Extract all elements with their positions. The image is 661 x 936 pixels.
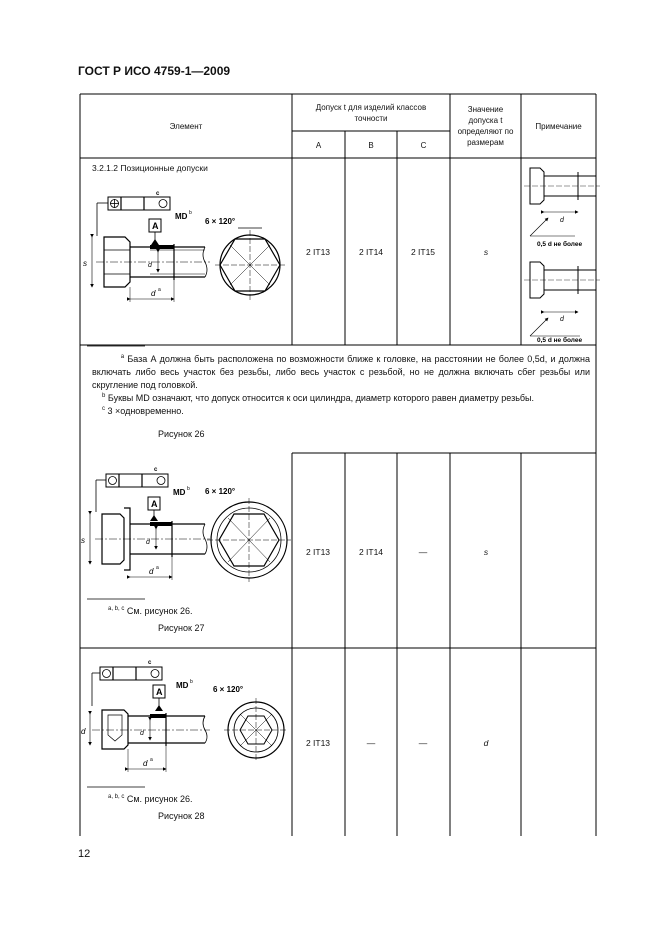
footnote-a: $^a$ База А должна быть расположена по возможности ближе к головке, на расстоянии не более 0,5d, и должна включать либо весь участок без резьбы, либо весь участок с резьбой, но не должна включать сбег резьбы или скругление под головкой. — [92, 354, 590, 390]
md-label: MD — [175, 212, 188, 221]
label-s: s — [83, 259, 87, 268]
header-value-line: размерам — [467, 138, 504, 147]
label-sup-a: a — [158, 287, 161, 293]
figure-27-bolt-drawing — [90, 474, 210, 580]
see-figure-26: $^{a, b, c}$ См. рисунок 26. — [108, 606, 193, 616]
angle-label: 6 × 120° — [213, 685, 244, 694]
label-d: d — [560, 217, 564, 224]
label-s: s — [81, 536, 85, 545]
label-d: d — [140, 730, 144, 737]
note-bolt-lower — [524, 262, 600, 336]
header-class-a: A — [315, 141, 322, 150]
angle-label: 6 × 120° — [205, 487, 236, 496]
label-d: d — [81, 727, 86, 736]
document-title: ГОСТ Р ИСО 4759-1—2009 — [78, 64, 231, 78]
header-class-b: B — [368, 141, 374, 150]
header-value-line: определяют по — [457, 127, 514, 136]
footnote-c: $^c$ 3 ×одновременно. — [102, 406, 184, 416]
row2-class-b: 2 IT14 — [358, 547, 384, 557]
page-number: 12 — [78, 848, 91, 860]
row3-class-c: — — [418, 738, 428, 748]
section-title: 3.2.1.2 Позиционные допуски — [92, 163, 208, 173]
md-sup: b — [190, 679, 193, 685]
label-d: d — [143, 759, 148, 768]
row1-class-a: 2 IT13 — [305, 247, 331, 257]
datum-label: A — [156, 687, 163, 697]
label-sup-a: a — [156, 565, 159, 571]
label-d: d — [149, 567, 154, 576]
label-d: d — [146, 539, 150, 546]
note-bolt-upper — [524, 168, 600, 236]
datum-label: A — [152, 221, 159, 231]
md-label: MD — [173, 488, 186, 497]
figure-26-bolt-drawing — [92, 197, 210, 302]
row3-class-a: 2 IT13 — [305, 738, 331, 748]
figure-28-socket-view — [224, 698, 288, 762]
figure-26-caption: Рисунок 26 — [158, 429, 205, 439]
row3-value: d — [483, 738, 489, 748]
label-d: d — [148, 262, 152, 269]
row2-class-c: — — [418, 547, 428, 557]
md-label: MD — [176, 681, 189, 690]
header-tolerance-line1: Допуск t для изделий классов — [315, 103, 427, 112]
row1-class-c: 2 IT15 — [410, 247, 436, 257]
sup-c: c — [154, 467, 158, 473]
row3-class-b: — — [366, 738, 376, 748]
row2-value: s — [483, 547, 489, 557]
header-tolerance-line2: точности — [354, 114, 388, 123]
header-value-line: Значение — [467, 105, 504, 114]
label-d: d — [151, 289, 156, 298]
header-class-c: C — [420, 141, 427, 150]
see-figure-26: $^{a, b, c}$ См. рисунок 26. — [108, 794, 193, 804]
sup-c: c — [148, 660, 152, 666]
row2-class-a: 2 IT13 — [305, 547, 331, 557]
figure-27-hex-view — [207, 498, 291, 582]
figure-26-hex-view — [215, 228, 285, 300]
figure-28-caption: Рисунок 28 — [158, 811, 205, 821]
header-value-line: допуска t — [468, 116, 503, 125]
datum-label: A — [151, 499, 158, 509]
header-element: Элемент — [169, 122, 203, 131]
sup-c: c — [156, 191, 160, 197]
figure-27-caption: Рисунок 27 — [158, 623, 205, 633]
header-note: Примечание — [535, 122, 582, 131]
footnote-b: $^b$ Буквы MD означают, что допуск относится к оси цилиндра, диаметр которого равен диаметру резьбы. — [102, 393, 535, 403]
row1-class-b: 2 IT14 — [358, 247, 384, 257]
md-sup: b — [189, 210, 192, 216]
label-sup-a: a — [150, 757, 153, 763]
row1-value: s — [483, 247, 489, 257]
md-sup: b — [187, 486, 190, 492]
label-half-d: 0,5 d не более — [537, 337, 583, 344]
angle-label: 6 × 120° — [205, 217, 236, 226]
label-d: d — [560, 316, 564, 323]
label-half-d: 0,5 d не более — [537, 241, 583, 248]
